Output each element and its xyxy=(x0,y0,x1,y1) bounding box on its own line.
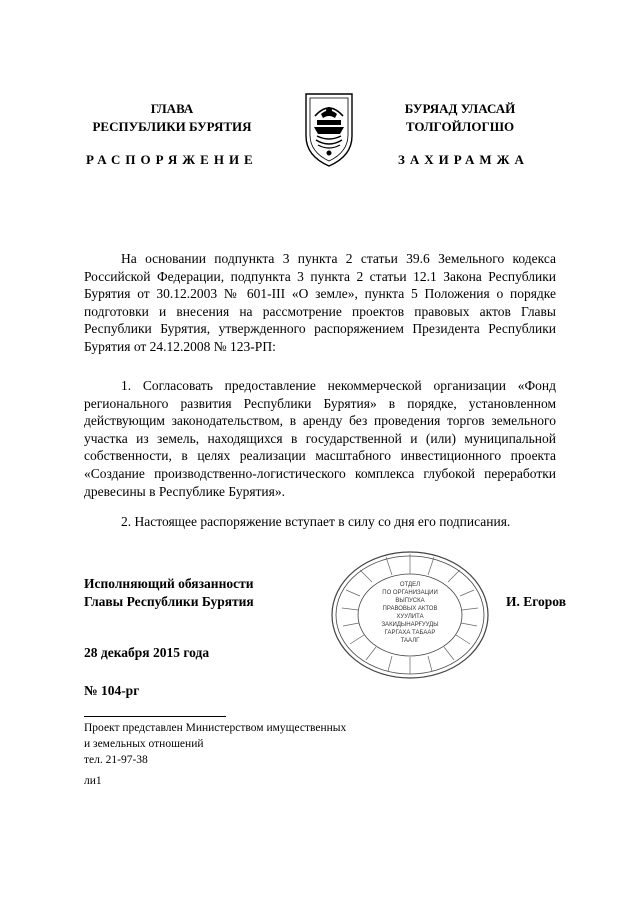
header-right-line2: ТОЛГОЙЛОГШО xyxy=(405,119,515,134)
official-seal-stamp xyxy=(330,550,490,680)
signatory-position-line1: Исполняющий обязанности xyxy=(84,576,254,591)
signatory-position xyxy=(84,575,254,610)
clause-1-paragraph: 1. Согласовать предоставление некоммерческой организации «Фонд регионального развития Республики Бурятия» в порядке, установленном действующим законодательством, в аренду без проведения торгов земельного участка из земель, находящихся в государственной и (или) муниципальной собственности, в целях реализации масштабного инвестиционного проекта «Создание производственно-логистического комплекса глубокой переработки древесины в Республике Бурятия». xyxy=(84,378,556,499)
document-type-bur: ЗАХИРАМЖА xyxy=(398,152,529,167)
document-type-ru: РАСПОРЯЖЕНИЕ xyxy=(86,152,258,167)
footnote-divider xyxy=(84,716,226,717)
preamble-paragraph: На основании подпункта 3 пункта 2 статьи 39.6 Земельного кодекса Российской Федерации, подпункта 3 пункта 2 статьи 12.1 Закона Республики Бурятия от 30.12.2003 № 601-III «О земле», пункта 5 Положения о порядке подготовки и внесения на рассмотрение проектов правовых актов Главы Республики Бурятия, утвержденного распоряжением Президента Республики Бурятия от 24.12.2008 № 123-РП: xyxy=(84,251,556,354)
header-right-line1: БУРЯАД УЛАСАЙ xyxy=(404,101,516,116)
document-number: № 104-рг xyxy=(84,683,140,698)
seal-line-5: ХУУЛИТА xyxy=(396,614,424,620)
seal-line-6: ЗАКИДЫНАРҒУУДЫ xyxy=(381,622,439,628)
seal-line-2: ПО ОРГАНИЗАЦИИ xyxy=(382,590,438,596)
seal-line-1: ОТДЕЛ xyxy=(399,582,421,588)
signatory-position-line2: Главы Республики Бурятия xyxy=(84,593,254,609)
header-right xyxy=(370,100,550,136)
header-left-line2: РЕСПУБЛИКИ БУРЯТИЯ xyxy=(92,119,252,134)
header-left-line1: ГЛАВА xyxy=(150,101,194,116)
clause-2-paragraph: 2. Настоящее распоряжение вступает в силу со дня его подписания. xyxy=(121,514,511,529)
document-date: 28 декабря 2015 года xyxy=(84,645,210,660)
executor-initials: ли1 xyxy=(84,775,102,787)
header-left xyxy=(82,100,262,136)
seal-line-4: ПРАВОВЫХ АКТОВ xyxy=(382,606,438,612)
seal-line-8: ТААЛГ xyxy=(400,638,420,644)
footnote-phone: тел. 21-97-38 xyxy=(84,754,148,766)
footnote-line2: и земельных отношений xyxy=(84,738,204,750)
coat-of-arms-icon xyxy=(300,90,358,170)
seal-line-7: ГАРГАХА ТАБААР xyxy=(384,630,436,636)
footnote xyxy=(84,720,346,768)
signatory-name: И. Егоров xyxy=(506,594,567,609)
seal-line-3: ВЫПУСКА xyxy=(395,598,425,604)
footnote-line1: Проект представлен Министерством имущественных xyxy=(84,722,347,734)
